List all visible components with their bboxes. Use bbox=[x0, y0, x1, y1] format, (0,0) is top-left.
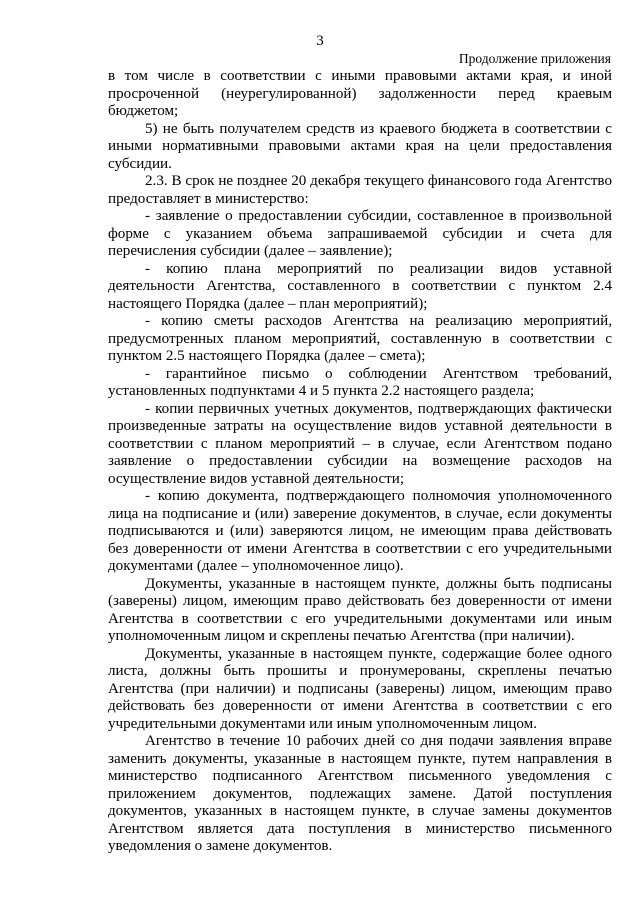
paragraph: Документы, указанные в настоящем пункте, содержащие более одного листа, должны быть прошиты и пронумерованы, скреплены печатью Агентства (при наличии) и подписаны (заверены) лицом, имеющим право действовать без доверенности от имени Агентства в соответствии с его учредительными документами или иным уполномоченным лицом. bbox=[108, 645, 612, 732]
paragraph: в том числе в соответствии с иными правовыми актами края, и иной просроченной (неурегулированной) задолженности перед краевым бюджетом; bbox=[108, 68, 612, 119]
paragraph: 5) не быть получателем средств из краевого бюджета в соответствии с иными нормативными правовыми актами края на цели предоставления субсидии. bbox=[108, 120, 612, 172]
paragraph: Агентство в течение 10 рабочих дней со дня подачи заявления вправе заменить документы, указанные в настоящем пункте, путем направления в министерство подписанного Агентством письменного уведомления с приложением документов, подлежащих замене. Датой поступления документов, указанных в настоящем пункте, в случае замены документов Агентством является дата поступления в министерство письменного уведомления о замене документов. bbox=[108, 733, 612, 854]
list-item: - заявление о предоставлении субсидии, составленное в произвольной форме с указанием объема запрашиваемой субсидии и счета для перечисления субсидии (далее – заявление); bbox=[108, 208, 612, 259]
document-body bbox=[108, 68, 612, 856]
appendix-note: Продолжение приложения bbox=[458, 51, 611, 66]
list-item: - копию плана мероприятий по реализации видов уставной деятельности Агентства, составленного в соответствии с пунктом 2.4 настоящего Порядка (далее – план мероприятий); bbox=[108, 260, 612, 312]
list-item: - копию документа, подтверждающего полномочия уполномоченного лица на подписание и (или) заверение документов, в случае, если документы подписываются и (или) заверяются лицом, не имеющим права действовать без доверенности от имени Агентства в соответствии с его учредительными документами (далее – уполномоченное лицо). bbox=[108, 488, 612, 574]
list-item: - гарантийное письмо о соблюдении Агентством требований, установленных подпунктами 4 и 5 пункта 2.2 настоящего раздела; bbox=[108, 365, 612, 399]
list-item: - копии первичных учетных документов, подтверждающих фактически произведенные затраты на осуществление видов уставной деятельности в соответствии с планом мероприятий – в случае, если Агентством подано заявление о предоставлении субсидии на возмещение расходов на осуществление видов уставной деятельности; bbox=[108, 400, 612, 487]
paragraph: Документы, указанные в настоящем пункте, должны быть подписаны (заверены) лицом, имеющим право действовать без доверенности от имени Агентства в соответствии с его учредительными документами или иным уполномоченным лицом и скреплены печатью Агентства (при наличии). bbox=[108, 575, 612, 644]
list-item: - копию сметы расходов Агентства на реализацию мероприятий, предусмотренных планом мероприятий, составленную в соответствии с пунктом 2.5 настоящего Порядка (далее – смета); bbox=[108, 313, 612, 364]
page-number: 3 bbox=[316, 33, 324, 49]
paragraph: 2.3. В срок не позднее 20 декабря текущего финансового года Агентство предоставляет в министерство: bbox=[108, 173, 612, 207]
